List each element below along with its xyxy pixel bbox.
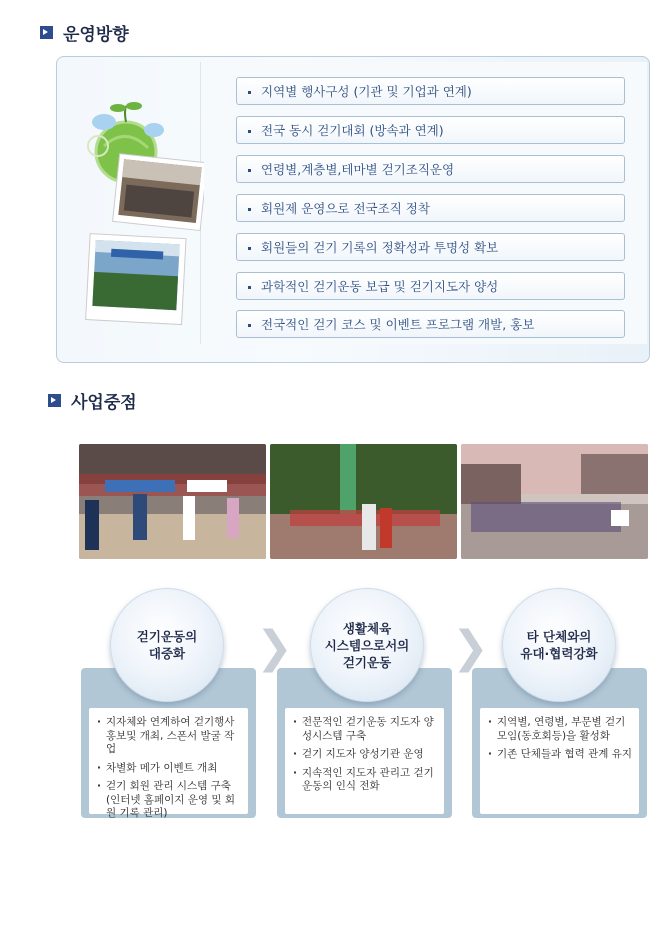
circle-line: 타 단체와의 (526, 629, 592, 644)
card-bullets (89, 708, 248, 821)
bullet-item: · 기존 단체들과 협력 관계 유지 (488, 748, 633, 762)
section-title-focus (48, 388, 137, 413)
square-arrow-icon (40, 26, 53, 39)
focus-circle-2 (310, 588, 424, 702)
bullet-item: · 차별화 메가 이벤트 개최 (97, 762, 242, 776)
ops-item: 회원들의 걷기 기록의 정확성과 투명성 확보 (236, 233, 625, 261)
bullet-item: · 걷기 지도자 양성기관 운영 (293, 748, 438, 762)
section-title-operations (40, 20, 129, 45)
circle-line: 시스템으로서의 (324, 637, 410, 653)
bullet-item: · 지속적인 지도자 관리고 걷기 운동의 인식 전화 (293, 767, 438, 794)
card-body (480, 708, 639, 814)
bullet-item: · 지자체와 연계하여 걷기행사 홍보및 개최, 스폰서 발굴 작업 (97, 716, 242, 757)
bullet-item: · 걷기 회원 관리 시스템 구축 (인터넷 홈페이지 운영 및 회원 기록 관리) (97, 780, 242, 821)
card-body (89, 708, 248, 819)
bullet-item: · 지역별, 연령별, 부문별 걷기 모임(동호회등)을 활성화 (488, 716, 633, 743)
circle-line: 걷기운동 (342, 654, 392, 670)
circle-line: 유대·협력강화 (520, 646, 598, 661)
chevron-right-icon: ❯ (452, 622, 489, 673)
ops-item: 연령별,계층별,테마별 걷기조직운영 (236, 155, 625, 183)
ops-item: 전국 동시 걷기대회 (방속과 연계) (236, 116, 625, 144)
chevron-right-icon: ❯ (256, 622, 293, 673)
bullet-item: · 전문적인 걷기운동 지도자 양성시스템 구축 (293, 716, 438, 743)
circle-line: 생활체육 (342, 620, 392, 636)
circle-line: 걷기운동의 (136, 629, 198, 644)
ops-item: 과학적인 걷기운동 보급 및 걷기지도자 양성 (236, 272, 625, 300)
ops-item: 회원제 운영으로 전국조직 정착 (236, 194, 625, 222)
ops-item: 전국적인 걷기 코스 및 이벤트 프로그램 개발, 홍보 (236, 310, 625, 338)
bullet-sub-note: (인터넷 홈페이지 운영 및 회원 기록 관리) (106, 793, 236, 819)
ops-item: 지역별 행사구성 (기관 및 기업과 연계) (236, 77, 625, 105)
card-bullets (480, 708, 639, 762)
circle-line: 대중화 (148, 646, 186, 661)
photo-walking-event-1 (79, 444, 266, 559)
focus-circle-3 (502, 588, 616, 702)
section-title-text: 운영방향 (63, 25, 129, 45)
focus-circle-1 (110, 588, 224, 702)
photo-walking-event-3 (461, 444, 648, 559)
card-body (285, 708, 444, 814)
illustration-globe-photos (84, 96, 204, 336)
square-arrow-icon (48, 394, 61, 407)
card-bullets (285, 708, 444, 794)
photo-walking-event-2 (270, 444, 457, 559)
section-title-text: 사업중점 (71, 393, 137, 413)
